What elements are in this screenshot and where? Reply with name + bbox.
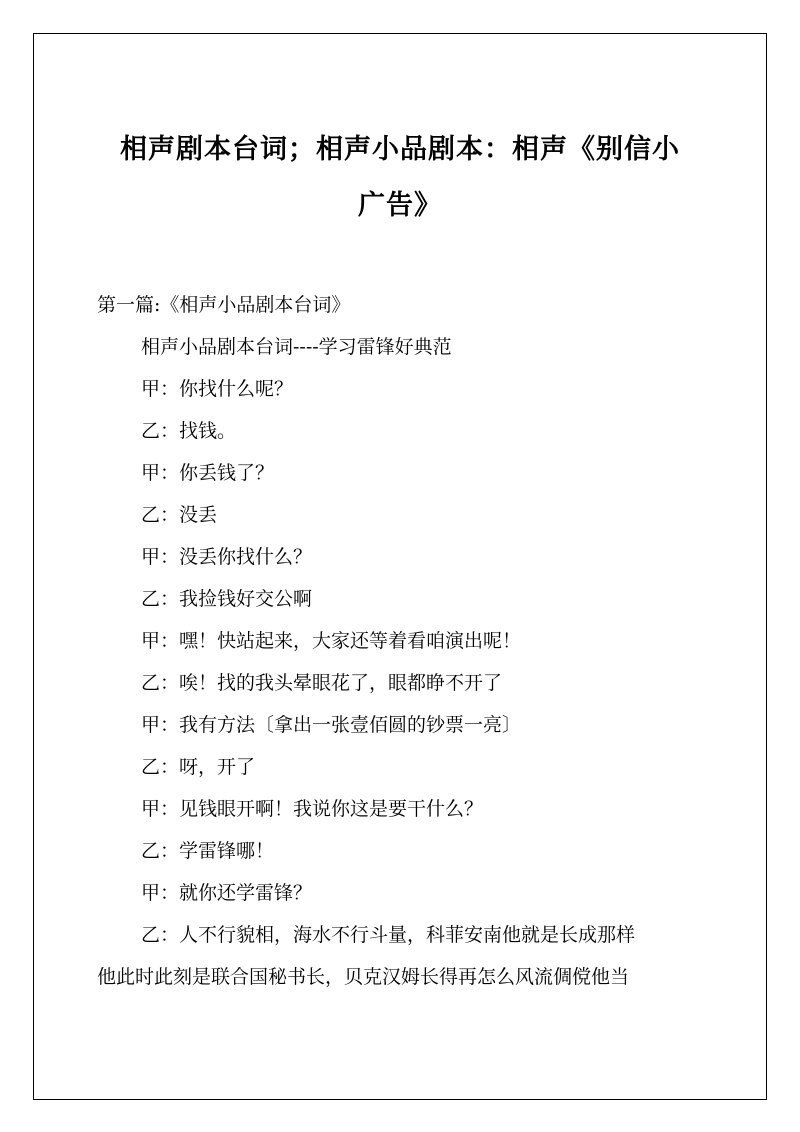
dialogue-line: 乙：唉！找的我头晕眼花了，眼都睁不开了 <box>141 672 503 694</box>
script-subtitle: 相声小品剧本台词----学习雷锋好典范 <box>141 336 452 358</box>
dialogue-line: 乙：我捡钱好交公啊 <box>141 588 313 610</box>
section-heading: 第一篇:《相声小品剧本台词》 <box>97 294 351 316</box>
document-title <box>60 122 740 234</box>
dialogue-line: 甲：我有方法〔拿出一张壹佰圆的钞票一亮〕 <box>141 714 522 736</box>
title-line-2: 广告》 <box>358 190 442 221</box>
dialogue-line: 乙：学雷锋哪！ <box>141 840 275 862</box>
dialogue-line: 甲：没丢你找什么？ <box>141 546 313 568</box>
dialogue-line: 甲：嘿！快站起来，大家还等着看咱演出呢！ <box>141 630 522 652</box>
dialogue-line: 甲：就你还学雷锋？ <box>141 882 313 904</box>
dialogue-line: 甲：你找什么呢？ <box>141 378 294 400</box>
dialogue-line: 乙：人不行貌相，海水不行斗量，科菲安南他就是长成那样 <box>141 924 636 946</box>
title-line-1: 相声剧本台词；相声小品剧本：相声《别信小 <box>120 134 680 165</box>
dialogue-line: 乙：找钱。 <box>141 420 237 442</box>
document-body <box>97 284 717 998</box>
dialogue-line: 甲：你丢钱了？ <box>141 462 275 484</box>
dialogue-line: 乙：没丢 <box>141 504 218 526</box>
dialogue-line: 乙：呀，开了 <box>141 756 256 778</box>
dialogue-line: 甲：见钱眼开啊！我说你这是要干什么？ <box>141 798 484 820</box>
dialogue-continuation: 他此时此刻是联合国秘书长，贝克汉姆长得再怎么风流倜傥他当 <box>97 966 630 988</box>
